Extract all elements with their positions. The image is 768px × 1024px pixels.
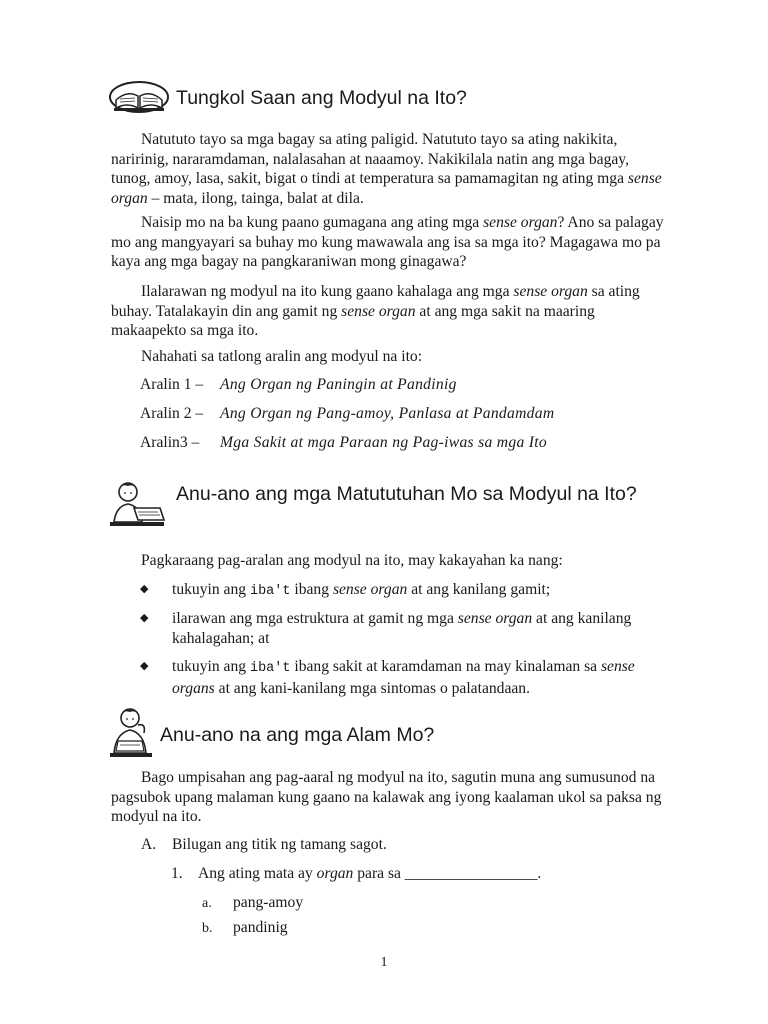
student-thinking-icon — [108, 705, 154, 766]
choice-letter: b. — [202, 921, 213, 936]
list-item: ◆ tukuyin ang iba't ibang sakit at karamdaman na may kinalaman sa sense organs at ang kani-kanilang mga sintomas o palatandaan. — [140, 658, 635, 697]
choice-letter: a. — [202, 896, 212, 911]
section-title: Anu-ano na ang mga Alam Mo? — [160, 724, 435, 746]
choice-text: pang-amoy — [233, 894, 304, 911]
paragraph-1: Natututo tayo sa mga bagay sa ating paligid. Natututo tayo sa ating nakikita, naririnig, nararamdaman, nalalasahan at naaamoy. Nakikilala natin ang mga bagay, tunog, amoy, lasa, sakit, bigat o tindi at temperatura sa pamamagitan ng ating mga sense organ – mata, ilong, tainga, balat at dila. — [111, 131, 662, 207]
objectives-intro: Pagkaraang pag-aralan ang modyul na ito, may kakayahan ka nang: — [141, 552, 563, 569]
question-number: 1. — [171, 865, 183, 882]
diamond-bullet-icon: ◆ — [140, 612, 149, 624]
question-1: 1. Ang ating mata ay organ para sa _________________. — [171, 865, 542, 882]
list-item: ◆ tukuyin ang iba't ibang sense organ at ang kanilang gamit; — [140, 581, 551, 599]
lesson-item — [140, 375, 457, 395]
student-reading-icon — [108, 478, 166, 535]
lesson-title: Ang Organ ng Pang-amoy, Panlasa at Pandamdam — [220, 405, 555, 422]
page-number: 1 — [380, 955, 388, 970]
part-label: A. — [141, 836, 157, 853]
lesson-label: Aralin 1 – — [140, 376, 204, 393]
pretest-intro: Bago umpisahan ang pag-aaral ng modyul na ito, sagutin muna ang sumusunod na pagsubok upang malaman kung gaano na kalawak ang iyong kaalaman ukol sa paksa ng modyul na ito. — [111, 769, 662, 825]
section-heading-pretest — [108, 705, 434, 766]
part-instruction: Bilugan ang titik ng tamang sagot. — [172, 836, 387, 853]
part-a-instruction — [141, 835, 387, 855]
paragraph-3: Ilalarawan ng modyul na ito kung gaano kahalaga ang mga sense organ sa ating buhay. Tatalakayin din ang gamit ng sense organ at ang mga sakit na maaring makaapekto sa mga ito. — [111, 283, 640, 339]
section-heading-objectives — [108, 478, 676, 535]
choice-a — [202, 893, 303, 914]
lesson-label: Aralin 2 – — [140, 405, 204, 422]
open-book-icon — [108, 78, 170, 119]
choice-text: pandinig — [233, 919, 288, 936]
paragraph-4: Nahahati sa tatlong aralin ang modyul na ito: — [141, 348, 423, 365]
lesson-item — [140, 433, 547, 453]
lesson-title: Mga Sakit at mga Paraan ng Pag-iwas sa mga Ito — [220, 434, 547, 451]
lesson-label: Aralin3 – — [140, 434, 200, 451]
section-title: Tungkol Saan ang Modyul na Ito? — [176, 87, 467, 109]
lesson-title: Ang Organ ng Paningin at Pandinig — [220, 376, 457, 393]
section-heading-about — [108, 78, 467, 119]
diamond-bullet-icon: ◆ — [140, 583, 149, 595]
lesson-item — [140, 404, 554, 424]
paragraph-2: Naisip mo na ba kung paano gumagana ang ating mga sense organ? Ano sa palagay mo ang mangyayari sa buhay mo kung mawawala ang isa sa mga ito? Magagawa mo pa kaya ang mga bagay na pangkaraniwan mong ginagawa? — [111, 214, 664, 270]
section-title: Anu-ano ang mga Matututuhan Mo sa Modyul na Ito? — [176, 483, 637, 505]
list-item: ◆ ilarawan ang mga estruktura at gamit ng mga sense organ at ang kanilang kahalagahan; at — [140, 610, 632, 647]
diamond-bullet-icon: ◆ — [140, 660, 149, 672]
choice-b — [202, 918, 288, 939]
